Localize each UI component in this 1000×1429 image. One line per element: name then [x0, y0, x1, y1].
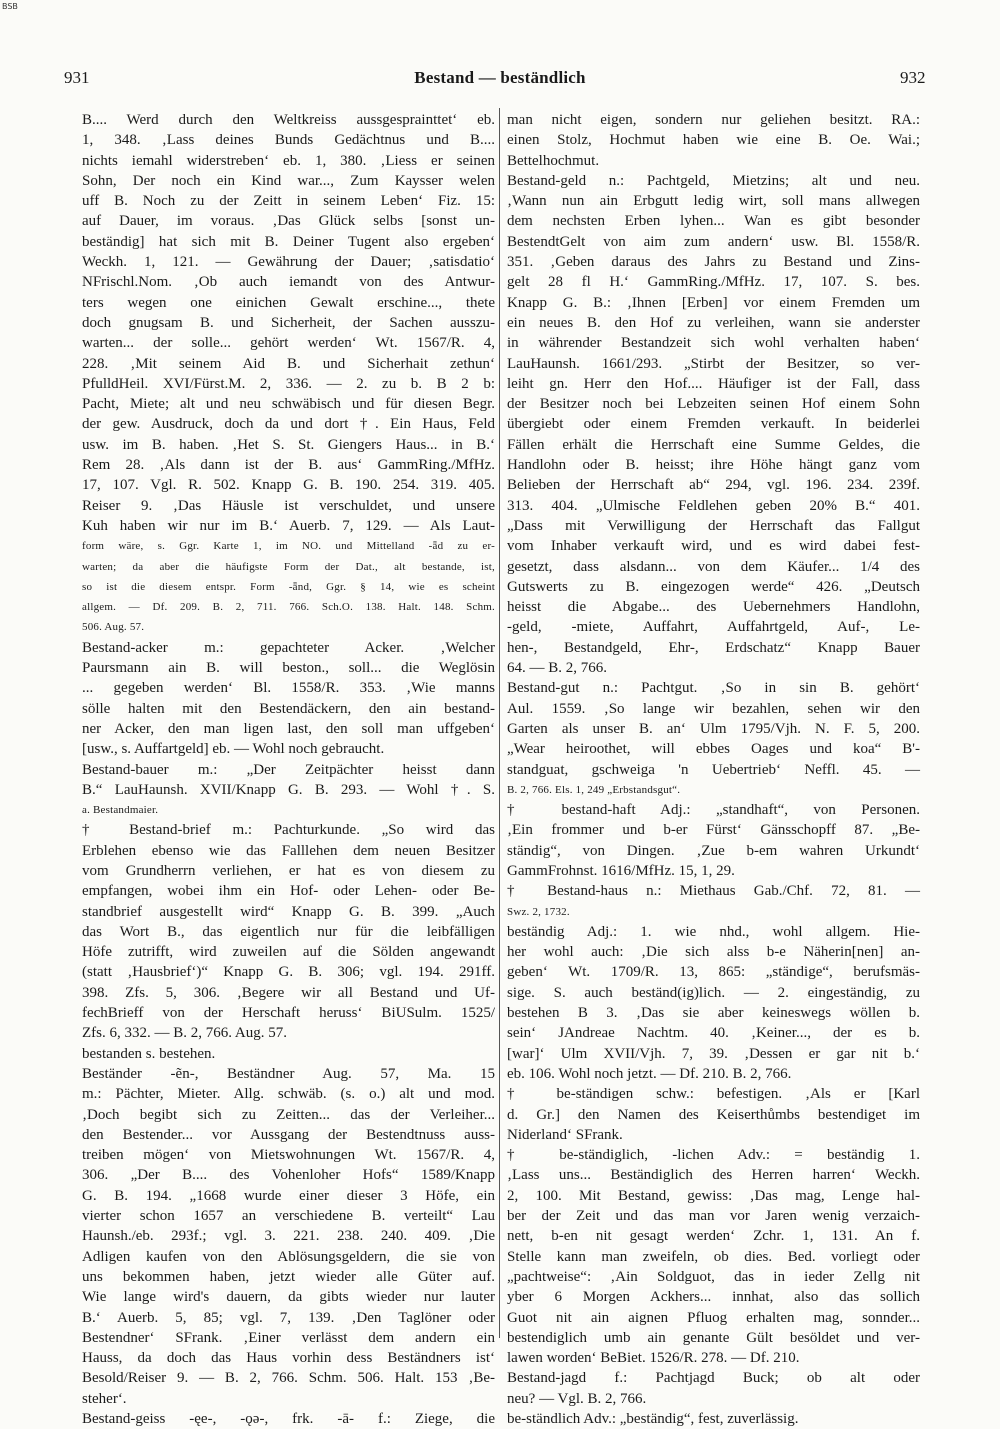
text-line: Bestand-geiss -ęe-, -ǫə-, frk. -ā- f.: Ziege, die	[82, 1411, 495, 1427]
text-line: † Bestand-brief m.: Pachturkunde. „So wird das	[82, 822, 495, 839]
text-line: PfulldHeil. XVI/Fürst.M. 2, 336. — 2. zu b. B 2 b:	[82, 375, 495, 392]
text-line: (statt ‚Hausbrief‘)“ Knapp G. B. 306; vgl. 194. 291ff.	[82, 964, 495, 981]
text-line: Hauss, da doch das Haus vorhin dess Beständners ist‘	[82, 1350, 495, 1367]
text-line: 506. Aug. 57.	[82, 621, 145, 634]
text-line: Knapp G. B.: ‚Ihnen [Erben] vor einem Fremden um	[507, 294, 920, 311]
text-line: 17, 107. Vgl. R. 502. Knapp G. B. 190. 254. 319. 405.	[82, 477, 495, 494]
text-line: heisst die Abgabe... des Uebernehmers Handlohn,	[507, 599, 920, 616]
text-line: 306. „Der B.... des Vohenloher Hofs“ 1589/Knapp	[82, 1167, 495, 1184]
text-line: warten... der solle... gehört werden‘ Wt. 1567/R. 4,	[82, 335, 495, 352]
text-line: eb. 106. Wohl noch jetzt. — Df. 210. B. 2, 766.	[507, 1065, 792, 1082]
text-line: sige. S. auch beständ(ig)lich. — 2. eingeständig, zu	[507, 984, 920, 1001]
text-line: „Dass mit Verwilligung der Herrschaft das Fallgut	[507, 517, 920, 534]
text-line: d. Gr.] den Namen des Keiserthůmbs bestendiget im	[507, 1106, 920, 1123]
text-line: gelt 28 fl H.‘ GammRing./MfHz. 17, 107. S. bes.	[507, 274, 920, 291]
page-number-left: 931	[64, 68, 90, 87]
text-line: yber 6 Morgen Ackhers... innhat, also das sollich	[507, 1289, 920, 1306]
text-line: den Bestender... vor Aussgang der Bestendtnuss auss-	[82, 1126, 495, 1143]
text-line: vom Inhaber verkauft wird, und es wird dabei fest-	[507, 538, 920, 555]
text-line: ‚Ein frommer und b-er Fürst‘ Gänsschopff 87. „Be-	[507, 822, 920, 839]
text-line: † bestand-haft Adj.: „standhaft“, von Personen.	[507, 802, 920, 819]
text-line: ters wegen one einichen Gewalt erschine..., thete	[82, 294, 495, 311]
text-line: B.“ LauHaunsh. XVII/Knapp G. B. 293. — Wohl †. S.	[82, 781, 495, 798]
text-line: in währender Bestandzeit sich wohl verhalten haben‘	[507, 335, 920, 352]
text-line: Bestand-geld n.: Pachtgeld, Mietzins; alt und neu.	[507, 172, 920, 189]
text-line: vierter schon 1657 an verschiedene B. verteilt“ Lau	[82, 1208, 495, 1225]
text-line: standguat, gschweiga 'n Uebertrieb‘ Neffl. 45. —	[507, 761, 920, 778]
text-line: warten; da aber die häufigste Form der Dat., alt bestande, ist,	[82, 560, 495, 573]
text-line: Besold/Reiser 9. — B. 2, 766. Schm. 506. Halt. 153 ‚Be-	[82, 1370, 495, 1387]
text-line: 313. 404. „Ulmische Feldlehen geben 20% B.“ 401.	[507, 497, 920, 514]
right-column	[507, 110, 920, 1429]
text-line: [usw., s. Auffartgeld] eb. — Wohl noch gebraucht.	[82, 741, 385, 758]
text-line: Niderland‘ SFrank.	[507, 1126, 623, 1143]
text-line: nett, b-en nit gesagt werden‘ Zchr. 1, 131. An f.	[507, 1228, 920, 1245]
text-line: „Wear heiroothet, will ebbes Oages und koa“ B'-	[507, 741, 920, 758]
text-line: G. B. 194. „1668 wurde einer dieser 3 Höfe, ein	[82, 1187, 495, 1204]
text-line: man nicht eigen, sondern nur geliehen besitzt. RA.:	[507, 112, 920, 128]
text-line: Handlohn oder B. heisst; ihre Höhe hängt ganz vom	[507, 457, 920, 474]
text-line: ständig“, von Dingen. ‚Zue b-em wahren Urkundt‘	[507, 842, 920, 859]
text-line: Bestand-gut n.: Pachtgut. ‚So in sin B. gehört‘	[507, 680, 920, 697]
text-line: geben‘ Wt. 1709/R. 13, 865: „ständige“, berufsmäs-	[507, 964, 920, 981]
text-line: Reiser 9. ‚Das Häusle ist verschuldet, und unsere	[82, 497, 495, 514]
text-line: 2, 100. Mit Bestand, gewiss: ‚Das mag, Lenge hal-	[507, 1187, 920, 1204]
text-line: Belieben der Herrschaft ab“ 294, vgl. 196. 234. 239f.	[507, 477, 920, 494]
library-stamp: BSB	[2, 2, 18, 11]
text-line: das Wort B., das eigentlich nur für die leibfälligen	[82, 923, 495, 940]
text-line: neu? — Vgl. B. 2, 766.	[507, 1390, 647, 1407]
text-line: gesetzt, dass alsdann... von dem Käufer... 1/4 des	[507, 558, 920, 575]
text-line: Adligen kaufen von den Ablösungsgeldern, die sie von	[82, 1248, 495, 1265]
text-line: 398. Zfs. 5, 306. ‚Begere wir all Bestand und Uf-	[82, 984, 495, 1001]
text-line: Bestand-jagd f.: Pachtjagd Buck; ob alt oder	[507, 1370, 920, 1387]
text-line: sein‘ JAndreae Nachtm. 40. ‚Keiner..., der es b.	[507, 1025, 920, 1042]
text-line: 64. — B. 2, 766.	[507, 660, 608, 677]
text-line: Rem 28. ‚Als dann ist der B. aus‘ GammRing./MfHz.	[82, 457, 495, 474]
text-line: form wäre, s. Ggr. Karte 1, im NO. und Mittelland -ǟd zu er-	[82, 540, 495, 553]
text-line: Bestendner‘ SFrank. ‚Einer verlässt dem andern ein	[82, 1329, 495, 1346]
text-line: leiht gn. Herr den Hof.... Häufiger ist der Fall, dass	[507, 375, 920, 392]
text-line: nichts iemahl widerstreben‘ eb. 1, 380. ‚Liess er seinen	[82, 152, 495, 169]
text-line: so ist die diesem entspr. Form -ǟnd, Ggr. § 14, wie es scheint	[82, 580, 495, 593]
text-line: m.: Pächter, Mieter. Allg. schwäb. (s. o.) alt und mod.	[82, 1086, 495, 1103]
text-line: Swz. 2, 1732.	[507, 905, 570, 918]
text-line: vom Grundherrn verliehen, er hat es von diesem zu	[82, 862, 495, 879]
running-header: Bestand — beständlich	[414, 68, 586, 87]
text-line: bestanden s. bestehen.	[82, 1045, 216, 1062]
text-line: ... gegeben werden‘ Bl. 1558/R. 353. ‚Wie manns	[82, 680, 495, 697]
text-line: Sohn, Der noch ein Kind war..., Zum Kaysser welen	[82, 172, 495, 189]
column-divider	[499, 108, 500, 1338]
text-line: hen-, Bestandgeld, Ehr-, Erdschatz“ Knapp Bauer	[507, 639, 920, 656]
text-line: der gew. Ausdruck, doch da und dort †. Ein Haus, Feld	[82, 416, 495, 433]
left-column	[82, 110, 495, 1429]
page-number-right: 932	[900, 68, 926, 87]
text-line: Bestand-acker m.: gepachteter Acker. ‚Welcher	[82, 639, 495, 656]
text-line: Fällen erhält die Herrschaft eine Summe Geldes, die	[507, 436, 920, 453]
text-line: standbrief ausgestellt wird“ Knapp G. B. 399. „Auch	[82, 903, 495, 920]
text-line: sölle halten mit den Bestendäckern, den ain bestand-	[82, 700, 495, 717]
text-line: fechBrieff von der Herschaft heruss‘ BiUSulm. 1525/	[82, 1005, 495, 1022]
text-line: ‚Lass uns... Beständiglich des Herren harren‘ Weckh.	[507, 1167, 920, 1184]
text-line: Kuh haben wir nur im B.‘ Auerb. 7, 129. — Als Laut-	[82, 517, 495, 534]
text-line: einen Stolz, Hochmut haben wie eine B. Oe. Wai.;	[507, 132, 920, 149]
text-line: Weckh. 1, 121. — Gewährung der Dauer; ‚satisdatio‘	[82, 254, 495, 271]
text-line: auf Dauer, im voraus. ‚Das Glück selbs [sonst un-	[82, 213, 495, 230]
text-line: bestendiglich umb ain genante Gült besöldet und ver-	[507, 1329, 920, 1346]
text-line: Haunsh./eb. 293f.; vgl. 3. 221. 238. 240. 409. ‚Die	[82, 1228, 495, 1245]
text-line: lawen worden‘ BeBiet. 1526/R. 278. — Df. 210.	[507, 1350, 800, 1367]
text-line: † be-ständiglich, -lichen Adv.: = beständig 1.	[507, 1147, 920, 1164]
text-line: 351. ‚Geben daraus des Jahrs zu Bestand und Zins-	[507, 254, 920, 271]
text-line: uns bekommen haben, jetzt wieder alle Güter auf.	[82, 1268, 495, 1285]
text-line: Zfs. 6, 332. — B. 2, 766. Aug. 57.	[82, 1025, 288, 1042]
text-line: BestendtGelt von aim zum andern‘ usw. Bl. 1558/R.	[507, 233, 920, 250]
text-line: be-ständlich Adv.: „beständig“, fest, zuverlässig.	[507, 1411, 799, 1427]
text-line: ber der Zeit und das man vor Jaren wenig verzaich-	[507, 1208, 920, 1225]
text-line: ein neues B. den Hof zu verleihen, wann sie anderster	[507, 314, 920, 331]
text-line: uff B. Noch zu der Zeitt in seinem Leben‘ Fiz. 15:	[82, 193, 495, 210]
text-line: übergiebt oder einem Fremden verkauft. In beiderlei	[507, 416, 920, 433]
text-line: der Besitzer noch bei Lebzeiten seinen Hof einem Sohn	[507, 396, 920, 413]
text-line: treiben mögen‘ von Mietswohnungen Wt. 1567/R. 4,	[82, 1147, 495, 1164]
text-line: Gutswerts zu B. eingezogen werde“ 426. „Deutsch	[507, 578, 920, 595]
text-line: Garten als unser B. an‘ Ulm 1795/Vjh. N. F. 5, 200.	[507, 720, 920, 737]
text-line: GammFrohnst. 1616/MfHz. 15, 1, 29.	[507, 862, 735, 879]
text-line: Pacht, Miete; alt und neu schwäbisch und für diesen Begr.	[82, 396, 495, 413]
text-line: 1, 348. ‚Lass deines Bunds Gedächtnus und B....	[82, 132, 495, 149]
text-line: [war]‘ Ulm XVII/Vjh. 7, 39. ‚Dessen er gar nit b.‘	[507, 1045, 920, 1062]
text-line: ner Acker, den man ligen last, den soll man uffgeben‘	[82, 720, 495, 737]
text-line: allgem. — Df. 209. B. 2, 711. 766. Sch.O. 138. Halt. 148. Schm.	[82, 601, 495, 614]
text-line: Bestand-bauer m.: „Der Zeitpächter heisst dann	[82, 761, 495, 778]
text-line: usw. im B. haben. ‚Het S. St. Giengers Haus... in B.‘	[82, 436, 495, 453]
text-line: -geld, -miete, Auffahrt, Auffahrtgeld, Auf-, Le-	[507, 619, 920, 636]
text-line: Erblehen ebenso wie das Falllehen dem neuen Besitzer	[82, 842, 495, 859]
text-line: beständig Adj.: 1. wie nhd., wohl allgem. Hie-	[507, 923, 920, 940]
text-line: † be-ständigen schw.: befestigen. ‚Als er [Karl	[507, 1086, 920, 1103]
text-line: Höfe zutrifft, wird zuweilen auf die Sölden angewandt	[82, 944, 495, 961]
text-line: doch gnugsam B. und Sicherheit, der Sachen ausszu-	[82, 314, 495, 331]
text-line: Guot nit ain aignen Pfluog erhalten mag, sonnder...	[507, 1309, 920, 1326]
text-line: beständig] hat sich mit B. Deiner Tugent also ergeben‘	[82, 233, 495, 250]
text-line: 228. ‚Mit seinem Aid B. und Sicherhait zethun‘	[82, 355, 495, 372]
text-line: steher‘.	[82, 1390, 127, 1407]
text-line: B.‘ Auerb. 5, 85; vgl. 7, 139. ‚Den Taglöner oder	[82, 1309, 495, 1326]
text-line: LauHaunsh. 1661/293. „Stirbt der Besitzer, so ver-	[507, 355, 920, 372]
text-line: ‚Doch begibt sich zu Zeitten... das der Verleiher...	[82, 1106, 495, 1123]
text-line: B. 2, 766. Els. 1, 249 „Erbstandsgut“.	[507, 783, 681, 796]
text-line: a. Bestandmaier.	[82, 804, 159, 817]
text-line: „pachtweise“: ‚Ain Soldguot, das in ieder Zellg nit	[507, 1268, 920, 1285]
text-line: her wohl auch: ‚Die sich alss b-e Näherin[nen] an-	[507, 944, 920, 961]
text-line: Wie lange wird's dauern, da gibts wieder nur lauter	[82, 1289, 495, 1306]
text-line: Aul. 1559. ‚So lange wir bezahlen, sehen wir den	[507, 700, 920, 717]
text-line: bestehen B 3. ‚Das sie aber keineswegs wöllen b.	[507, 1005, 920, 1022]
text-line: ‚Wann nun ain Erbgutt ledig wirt, soll mans allwegen	[507, 193, 920, 210]
text-line: Beständer -ẽn-, Beständner Aug. 57, Ma. 15	[82, 1065, 495, 1082]
text-line: empfangen, wobei ihm ein Hof- oder Lehen- oder Be-	[82, 883, 495, 900]
text-line: NFrischl.Nom. ‚Ob auch iemandt von des Antwur-	[82, 274, 495, 291]
text-line: B.... Werd durch den Weltkreiss aussgesprainttet‘ eb.	[82, 112, 495, 128]
text-line: Stelle kann man zweifeln, ob dies. Bed. vorliegt oder	[507, 1248, 920, 1265]
text-line: dem nechsten Erben lyhen... Wan es gibt besonder	[507, 213, 920, 230]
text-line: Bettelhochmut.	[507, 152, 600, 169]
text-line: † Bestand-haus n.: Miethaus Gab./Chf. 72, 81. —	[507, 883, 920, 900]
text-line: Paursmann ain B. will beston., soll... die Weglösin	[82, 660, 495, 677]
